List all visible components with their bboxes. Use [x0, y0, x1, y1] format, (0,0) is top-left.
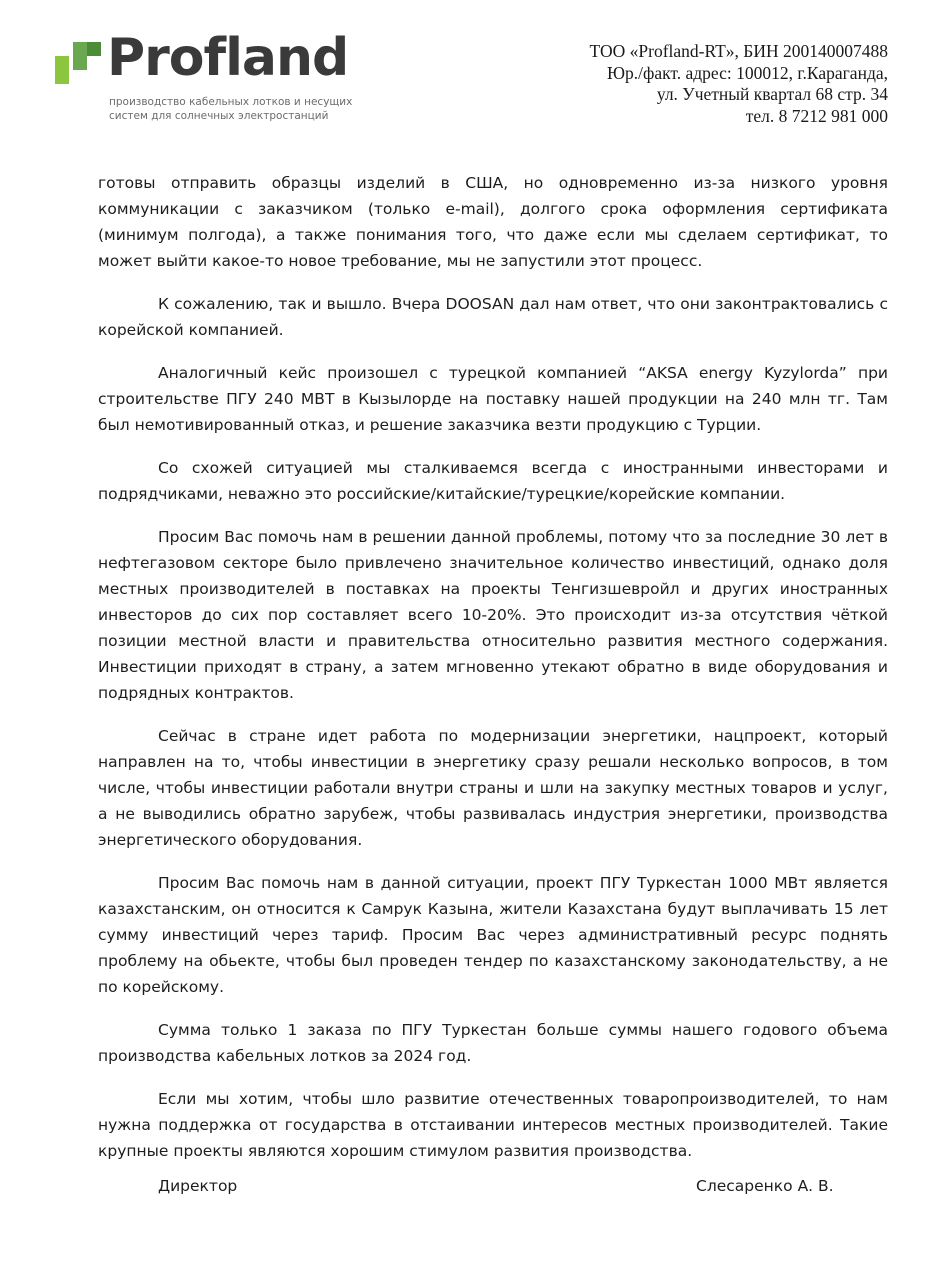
body-paragraph: готовы отправить образцы изделий в США, но одновременно из-за низкого уровня коммуникации с заказчиком (только e-mail), долгого срока оформления сертификата (минимум полгода), а также понимания того, что даже если мы сделаем сертификат, то может выйти какое-то новое требование, мы не запустили этот процесс.	[98, 174, 888, 270]
body-paragraph: Просим Вас помочь нам в решении данной проблемы, потому что за последние 30 лет в нефтегазовом секторе было привлечено значительное количество инвестиций, однако доля местных производителей в поставках на проекты Тенгизшевройл и других иностранных инвесторов до сих пор составляет всего 10-20%. Это происходит из-за отсутствия чёткой позиции местной власти и правительства относительно развития местного содержания. Инвестиции приходят в страну, а затем мгновенно утекают обратно в виде оборудования и подрядных контрактов.	[98, 528, 888, 702]
company-name-bin: ТОО «Profland-RT», БИН 200140007488	[589, 41, 888, 61]
logo-tagline-line2: систем для солнечных электростанций	[109, 110, 329, 122]
company-logo	[55, 28, 355, 128]
body-paragraph: Если мы хотим, чтобы шло развитие отечественных товаропроизводителей, то нам нужна поддержка от государства в отстаивании интересов местных производителей. Такие крупные проекты являются хорошим стимулом развития производства.	[98, 1090, 888, 1160]
logo-tagline-line1: производство кабельных лотков и несущих	[109, 96, 353, 108]
body-paragraph: Сумма только 1 заказа по ПГУ Туркестан больше суммы нашего годового объема производства кабельных лотков за 2024 год.	[98, 1021, 888, 1065]
company-phone: тел. 8 7212 981 000	[745, 105, 888, 126]
logo-tagline	[109, 95, 352, 123]
signatory-name: Слесаренко А. В.	[696, 1177, 834, 1195]
company-address-line2: ул. Учетный квартал 68 стр. 34	[656, 84, 888, 104]
body-paragraph: Аналогичный кейс произошел с турецкой компанией “AKSA energy Kyzylorda” при строительстве ПГУ 240 МВТ в Кызылорде на поставку нашей продукции на 240 млн тг. Там был немотивированный отказ, и решение заказчика везти продукцию с Турции.	[98, 364, 888, 434]
letter-body	[98, 170, 888, 1181]
signatory-role: Директор	[158, 1177, 238, 1195]
company-address-line1: Юр./факт. адрес: 100012, г.Караганда,	[607, 62, 888, 83]
body-paragraph: Просим Вас помочь нам в данной ситуации, проект ПГУ Туркестан 1000 МВт является казахстанским, он относится к Самрук Казына, жители Казахстана будут выплачивать 15 лет сумму инвестиций через тариф. Просим Вас через административный ресурс поднять проблему на обьекте, чтобы был проведен тендер по казахстанскому законодательству, а не по корейскому.	[98, 874, 888, 996]
body-paragraph: Сейчас в стране идет работа по модернизации энергетики, нацпроект, который направлен на то, чтобы инвестиции в энергетику сразу решали несколько вопросов, в том числе, чтобы инвестиции работали внутри страны и шли на закупку местных товаров и услуг, а не выводились обратно зарубеж, чтобы развивалась индустрия энергетики, производства энергетического оборудования.	[98, 727, 888, 849]
logo-wordmark: Profland	[107, 28, 349, 88]
logo-mark-icon	[55, 42, 101, 84]
body-paragraph: Со схожей ситуацией мы сталкиваемся всегда с иностранными инвесторами и подрядчиками, неважно это российские/китайские/турецкие/корейские компании.	[98, 459, 888, 503]
body-paragraph: К сожалению, так и вышло. Вчера DOOSAN дал нам ответ, что они законтрактовались с корейской компанией.	[98, 295, 888, 339]
company-details	[590, 41, 888, 127]
